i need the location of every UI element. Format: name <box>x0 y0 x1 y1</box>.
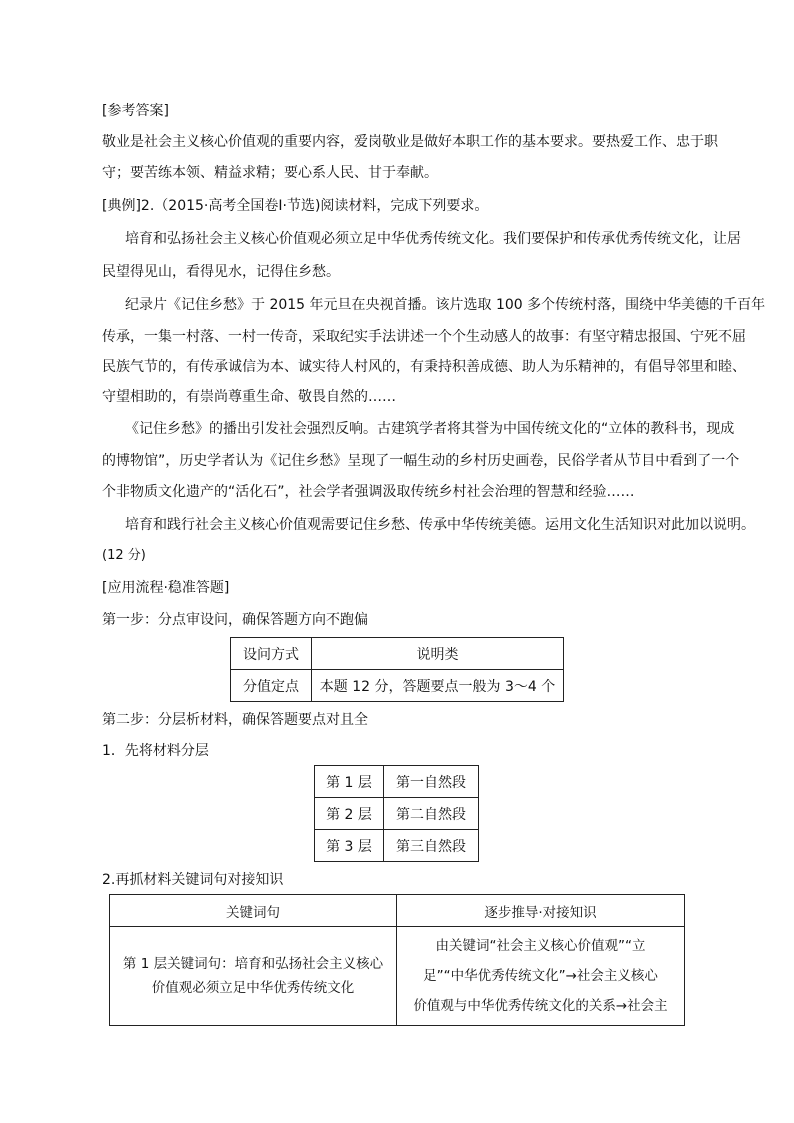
cell-line: 由关键词“社会主义核心价值观”“立 <box>435 938 646 954</box>
table-cell: 说明类 <box>312 638 564 670</box>
material-paragraph-line: 守望相助的，有崇尚尊重生命、敬畏自然的…… <box>102 389 396 405</box>
table-cell: 第 2 层 <box>315 798 384 830</box>
material-paragraph-line: 《记住乡愁》的播出引发社会强烈反响。古建筑学者将其誉为中国传统文化的“立体的教科书，现成 <box>125 421 735 437</box>
question-analysis-table <box>230 637 564 702</box>
cell-line: 价值观与中华优秀传统文化的关系→社会主 <box>413 998 668 1014</box>
question-score: (12 分) <box>102 548 146 563</box>
table-cell: 第三自然段 <box>384 830 479 862</box>
table-cell <box>397 927 685 1026</box>
material-paragraph-line: 个非物质文化遗产的“活化石”，社会学者强调汲取传统乡村社会治理的智慧和经验…… <box>102 484 635 500</box>
cell-line: 第 1 层关键词句：培育和弘扬社会主义核心 <box>122 956 384 972</box>
table-cell: 第二自然段 <box>384 798 479 830</box>
table-row <box>315 830 479 862</box>
question-line: 培育和践行社会主义核心价值观需要记住乡愁、传承中华传统美德。运用文化生活知识对此加以说明。 <box>125 517 755 533</box>
step1-heading: 第一步：分点审设问，确保答题方向不跑偏 <box>102 612 368 628</box>
reference-answer-heading: [参考答案] <box>102 103 169 119</box>
cell-line: 足”“中华优秀传统文化”→社会主义核心 <box>423 968 658 984</box>
material-paragraph-line: 民望得见山，看得见水，记得住乡愁。 <box>102 264 340 280</box>
table-cell: 分值定点 <box>231 670 312 702</box>
step2-heading: 第二步：分层析材料，确保答题要点对且全 <box>102 712 368 728</box>
example-heading: [典例]2.（2015·高考全国卷Ⅰ·节选)阅读材料，完成下列要求。 <box>102 198 489 214</box>
material-paragraph-line: 传承，一集一村落、一村一传奇，采取纪实手法讲述一个个生动感人的故事：有坚守精忠报国、宁死不屈 <box>102 329 746 345</box>
table-header-cell: 关键词句 <box>110 895 397 927</box>
table-cell: 第 1 层 <box>315 766 384 798</box>
table-cell: 设问方式 <box>231 638 312 670</box>
reference-answer-line: 守；要苦练本领、精益求精；要心系人民、甘于奉献。 <box>102 165 438 181</box>
table-cell: 第 3 层 <box>315 830 384 862</box>
material-paragraph-line: 纪录片《记住乡愁》于 2015 年元旦在央视首播。该片选取 100 多个传统村落，围绕中华美德的千百年 <box>125 297 766 313</box>
table-row <box>315 766 479 798</box>
material-paragraph-line: 的博物馆”，历史学者认为《记住乡愁》呈现了一幅生动的乡村历史画卷，民俗学者从节目中看到了一个 <box>102 453 740 469</box>
table-header-row <box>110 895 685 927</box>
table-header-cell: 逐步推导·对接知识 <box>397 895 685 927</box>
table-cell <box>110 927 397 1026</box>
sub-heading: 2.再抓材料关键词句对接知识 <box>102 872 284 888</box>
sub-heading: 1．先将材料分层 <box>102 743 209 759</box>
reference-answer-line: 敬业是社会主义核心价值观的重要内容，爱岗敬业是做好本职工作的基本要求。要热爱工作、忠于职 <box>102 134 718 150</box>
material-layer-table <box>314 765 479 862</box>
table-row <box>231 670 564 702</box>
table-cell: 第一自然段 <box>384 766 479 798</box>
flow-heading: [应用流程·稳准答题] <box>102 580 230 596</box>
keyword-knowledge-table <box>109 894 685 1026</box>
material-paragraph-line: 民族气节的，有传承诚信为本、诚实待人村风的，有秉持积善成德、助人为乐精神的，有倡导邻里和睦、 <box>102 359 746 375</box>
table-row <box>231 638 564 670</box>
table-row <box>315 798 479 830</box>
cell-line: 价值观必须立足中华优秀传统文化 <box>151 980 355 996</box>
material-paragraph-line: 培育和弘扬社会主义核心价值观必须立足中华优秀传统文化。我们要保护和传承优秀传统文化，让居 <box>125 231 741 247</box>
table-row <box>110 927 685 1026</box>
table-cell: 本题 12 分，答题要点一般为 3～4 个 <box>312 670 564 702</box>
